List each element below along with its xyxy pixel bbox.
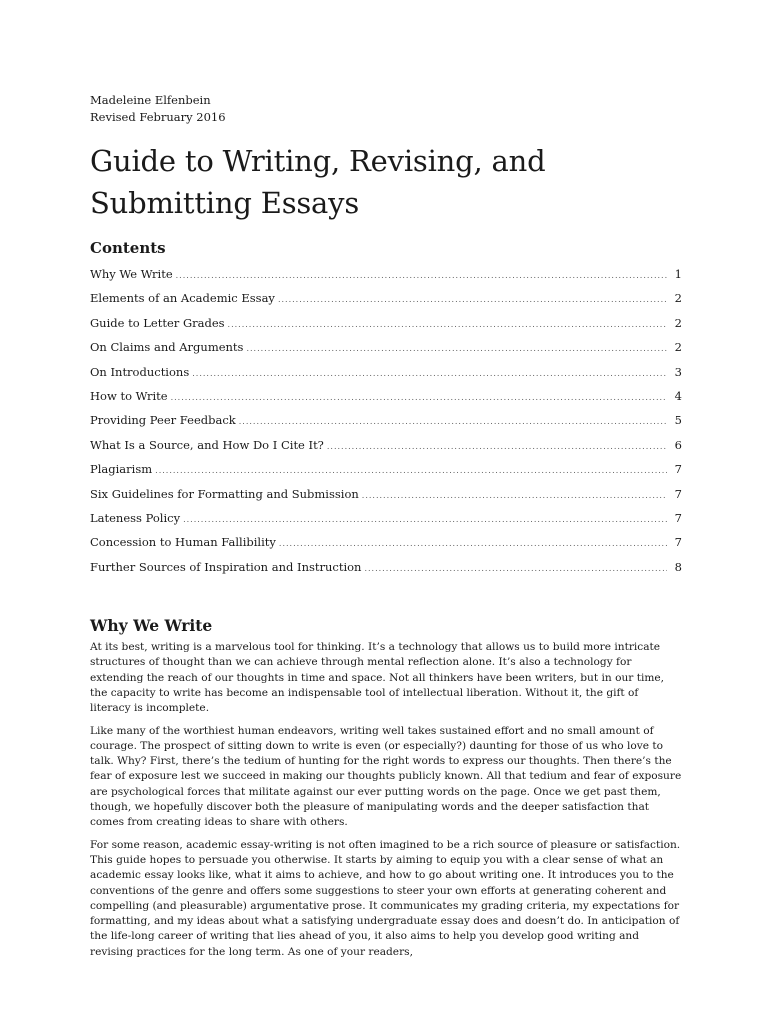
- toc-page-number: 7: [674, 486, 682, 501]
- toc-leader-dots: [362, 484, 667, 508]
- toc-entry[interactable]: [90, 262, 682, 286]
- toc-leader-dots: [176, 264, 667, 288]
- toc-entry[interactable]: [90, 482, 682, 506]
- toc-page-number: 7: [674, 510, 682, 525]
- toc-page-number: 7: [674, 462, 682, 477]
- toc-entry-title: Further Sources of Inspiration and Instruction: [90, 559, 362, 574]
- toc-entry-title: On Introductions: [90, 364, 190, 379]
- toc-entry-title: Six Guidelines for Formatting and Submission: [90, 486, 359, 501]
- toc-leader-dots: [171, 386, 667, 410]
- toc-entry-title: Why We Write: [90, 267, 173, 281]
- toc-leader-dots: [278, 288, 667, 312]
- toc-leader-dots: [183, 508, 667, 532]
- author-name: Madeleine Elfenbein: [90, 93, 211, 107]
- toc-entry[interactable]: [90, 555, 682, 579]
- toc-page-number: 1: [674, 267, 682, 281]
- toc-entry[interactable]: [90, 433, 682, 457]
- revision-date: Revised February 2016: [90, 110, 226, 124]
- section-heading: Why We Write: [90, 616, 213, 636]
- toc-entry[interactable]: [90, 286, 682, 310]
- toc-entry[interactable]: [90, 506, 682, 530]
- toc-entry-title: Plagiarism: [90, 462, 153, 477]
- toc-leader-dots: [228, 313, 667, 337]
- table-of-contents: [90, 262, 682, 579]
- toc-page-number: 3: [674, 364, 682, 379]
- toc-leader-dots: [364, 557, 667, 581]
- toc-entry-title: Guide to Letter Grades: [90, 315, 225, 330]
- toc-entry[interactable]: [90, 360, 682, 384]
- toc-entry[interactable]: [90, 408, 682, 432]
- toc-leader-dots: [279, 532, 667, 556]
- toc-leader-dots: [155, 459, 667, 483]
- toc-entry[interactable]: [90, 335, 682, 359]
- toc-entry-title: How to Write: [90, 388, 168, 403]
- toc-page-number: 2: [674, 315, 682, 330]
- contents-heading: Contents: [90, 239, 166, 257]
- toc-entry-title: Concession to Human Fallibility: [90, 535, 276, 550]
- toc-entry-title: Providing Peer Feedback: [90, 413, 236, 428]
- toc-page-number: 2: [674, 340, 682, 355]
- document-title: Guide to Writing, Revising, and Submitting Essays: [90, 144, 546, 220]
- toc-page-number: 4: [674, 388, 682, 403]
- toc-entry-title: What Is a Source, and How Do I Cite It?: [90, 437, 324, 452]
- toc-entry[interactable]: [90, 384, 682, 408]
- toc-page-number: 5: [674, 413, 682, 428]
- toc-entry-title: On Claims and Arguments: [90, 340, 244, 355]
- toc-leader-dots: [192, 362, 667, 386]
- toc-entry-title: Lateness Policy: [90, 510, 181, 525]
- toc-page-number: 6: [674, 437, 682, 452]
- toc-leader-dots: [327, 435, 667, 459]
- toc-entry[interactable]: [90, 311, 682, 335]
- body-paragraph: At its best, writing is a marvelous tool for thinking. It’s a technology that allows us to build more intricate structures of thought than we can achieve through mental reflection alone. It’s also a technology for extending the reach of our thoughts in time and space. Not all thinkers have been writers, but in our time, the capacity to write has become an indispensable tool of intellectual liberation. Without it, the gift of literacy is incomplete.: [90, 641, 665, 715]
- toc-page-number: 7: [674, 535, 682, 550]
- body-paragraph: Like many of the worthiest human endeavors, writing well takes sustained effort and no small amount of courage. The prospect of sitting down to write is even (or especially?) daunting for those of us who love to talk. Why? First, there’s the tedium of hunting for the right words to express our thoughts. Then there’s the fear of exposure lest we succeed in making our thoughts publicly known. All that tedium and fear of exposure are psychological forces that militate against our ever putting words on the page. Once we get past them, though, we hopefully discover both the pleasure of manipulating words and the deeper satisfaction that comes from creating ideas to share with others.: [90, 724, 682, 829]
- toc-entry[interactable]: [90, 530, 682, 554]
- toc-entry[interactable]: [90, 457, 682, 481]
- toc-entry-title: Elements of an Academic Essay: [90, 291, 275, 306]
- toc-page-number: 2: [674, 291, 682, 306]
- toc-leader-dots: [239, 410, 667, 434]
- body-paragraph: For some reason, academic essay-writing is not often imagined to be a rich source of pleasure or satisfaction. This guide hopes to persuade you otherwise. It starts by aiming to equip you with a clear sense of what an academic essay looks like, what it aims to achieve, and how to go about writing one. It introduces you to the conventions of the genre and offers some suggestions to steer your own efforts at generating coherent and compelling (and pleasurable) argumentative prose. It communicates my grading criteria, my expectations for formatting, and my ideas about what a satisfying undergraduate essay does and doesn’t do. In anticipation of the life-long career of writing that lies ahead of you, it also aims to help you develop good writing and revising practices for the long term. As one of your readers,: [90, 838, 681, 958]
- document-page: [90, 92, 682, 967]
- toc-page-number: 8: [674, 559, 682, 574]
- toc-leader-dots: [246, 337, 667, 361]
